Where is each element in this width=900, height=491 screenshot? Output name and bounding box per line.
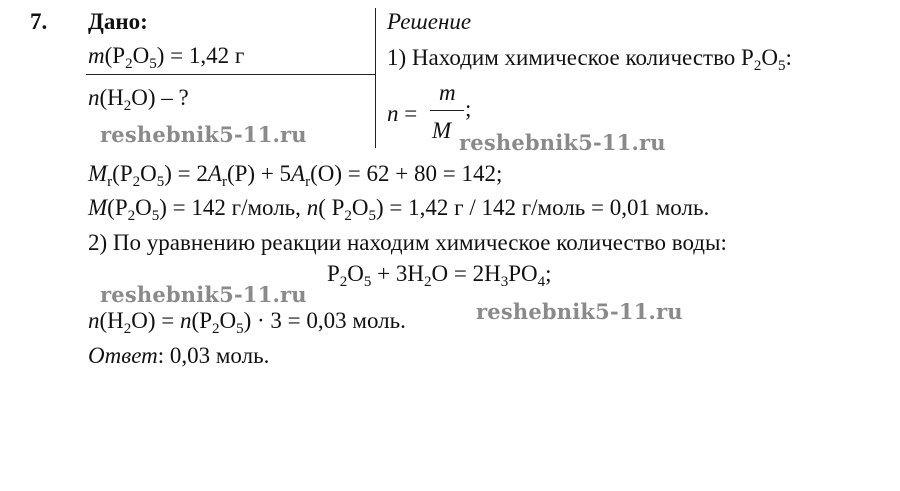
mr-c-sub: 5	[156, 174, 165, 190]
mr-b: (P	[112, 161, 133, 186]
eq-b-sub: 5	[363, 274, 372, 290]
mr-g-sub: r	[305, 174, 311, 190]
molar-c-sub: 5	[151, 208, 160, 224]
molar-g-sub: 5	[368, 208, 377, 224]
mr-line	[88, 160, 503, 190]
eq-d-sub: 3	[500, 274, 509, 290]
step1-sub2: 5	[777, 58, 786, 74]
eq-f: ;	[545, 261, 552, 286]
given-find	[88, 84, 189, 114]
result-f: O	[219, 308, 237, 333]
eq-a-sub: 2	[339, 274, 348, 290]
formula-lhs	[387, 100, 417, 127]
answer-label: Ответ	[88, 343, 158, 368]
mr-c: O	[140, 161, 157, 186]
eq-e: PO	[508, 261, 538, 286]
step1-line	[387, 44, 792, 74]
step2-line: 2) По уравнению реакции находим химическое количество воды:	[88, 230, 727, 255]
watermark-4: reshebnik5-11.ru	[476, 299, 683, 324]
result-d: n	[180, 308, 192, 333]
molar-c: O	[135, 195, 152, 220]
formula-eq: =	[404, 101, 418, 126]
result-b-sub: 2	[123, 321, 132, 337]
eq-a: P	[327, 261, 340, 286]
eq-d: O = 2H	[431, 261, 501, 286]
molar-h: ) = 1,42 г / 142 г/моль = 0,01 моль.	[376, 195, 710, 220]
mr-h: (O) = 62 + 80 = 142;	[310, 161, 503, 186]
eq-e-sub: 4	[537, 274, 546, 290]
watermark-2: reshebnik5-11.ru	[459, 130, 666, 155]
result-b: (H	[99, 308, 124, 333]
mr-sub: r	[107, 174, 113, 190]
molar-e: n	[306, 195, 319, 220]
molar-symbol: M	[88, 195, 108, 220]
answer-value: : 0,03 моль.	[157, 343, 270, 368]
step1-sub1: 2	[753, 58, 762, 74]
molar-f-sub: 2	[344, 208, 352, 224]
formula-n: n	[387, 101, 399, 126]
mass-mid: O	[132, 43, 150, 68]
result-e: (P	[191, 308, 212, 333]
mr-symbol: M	[88, 161, 108, 186]
molar-d: ) = 142 г/моль,	[159, 195, 307, 220]
given-divider-vertical	[375, 8, 376, 148]
mass-sub2: 5	[149, 56, 157, 72]
mass-symbol: m	[88, 43, 105, 68]
reaction-equation	[327, 260, 552, 290]
mr-b-sub: 2	[132, 174, 141, 190]
given-divider-horizontal	[86, 74, 375, 75]
molar-b-sub: 2	[127, 208, 136, 224]
result-c: O) =	[131, 308, 181, 333]
watermark-1: reshebnik5-11.ru	[100, 122, 307, 147]
mr-d: ) = 2	[164, 161, 208, 186]
molar-g: O	[351, 195, 369, 220]
find-open: (H	[99, 85, 124, 110]
result-line	[88, 307, 406, 337]
formula-denominator: M	[432, 118, 452, 143]
fraction-bar	[430, 110, 464, 111]
mr-f: (P) + 5	[226, 161, 292, 186]
formula-numerator: m	[439, 80, 456, 105]
result-e-sub: 2	[211, 321, 220, 337]
molar-line	[88, 194, 710, 224]
formula-semicolon: ;	[465, 96, 472, 121]
solution-label: Решение	[387, 9, 472, 34]
mass-open: (P	[104, 43, 126, 68]
watermark-3: reshebnik5-11.ru	[100, 282, 307, 307]
result-g: ) · 3 = 0,03 моль.	[243, 308, 406, 333]
answer-line	[88, 342, 269, 369]
find-close: O) – ?	[131, 85, 189, 110]
find-symbol: n	[88, 85, 100, 110]
result-f-sub: 5	[236, 321, 244, 337]
problem-number: 7.	[30, 9, 48, 34]
molar-b: (P	[107, 195, 128, 220]
result-n: n	[88, 308, 100, 333]
find-sub: 2	[123, 98, 132, 114]
mr-e-sub: r	[221, 174, 227, 190]
eq-c-sub: 2	[424, 274, 432, 290]
mass-sub1: 2	[125, 56, 133, 72]
mr-g: A	[291, 161, 306, 186]
step1-mid: O	[761, 45, 778, 70]
eq-c: + 3H	[371, 261, 425, 286]
step1-text: 1) Находим химическое количество P	[387, 45, 754, 70]
mass-close: ) = 1,42 г	[156, 43, 245, 68]
step1-end: :	[785, 45, 792, 70]
given-label: Дано:	[88, 9, 148, 34]
mr-e: A	[207, 161, 222, 186]
given-mass	[88, 42, 245, 72]
eq-b: O	[347, 261, 364, 286]
molar-f: ( P	[318, 195, 345, 220]
